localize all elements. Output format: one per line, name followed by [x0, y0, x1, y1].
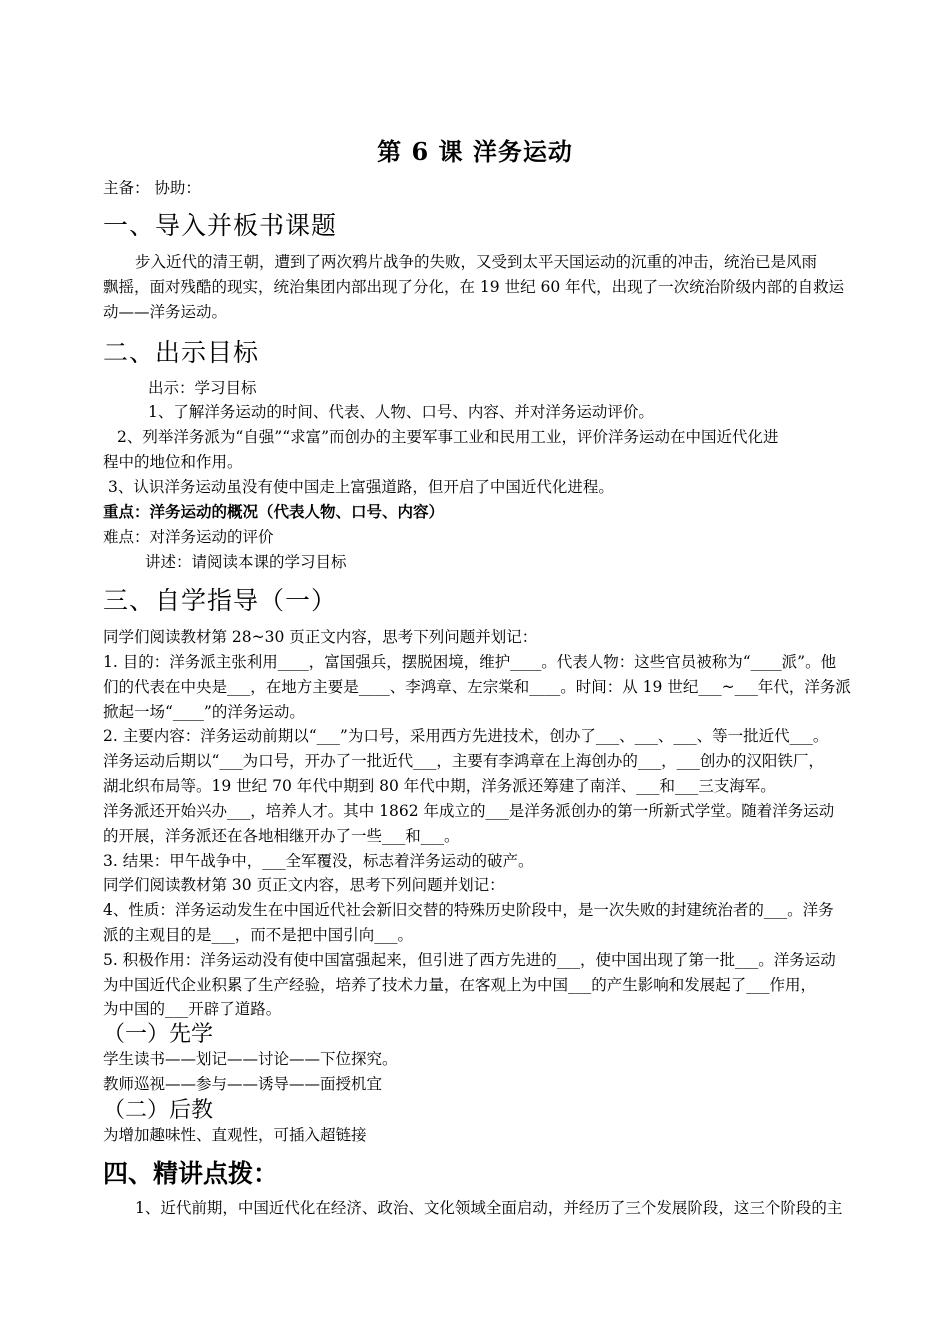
subsection-1-line: 学生读书——划记——讨论——下位探究。	[103, 1050, 398, 1068]
goal-item-1: 1、了解洋务运动的时间、代表、人物、口号、内容、并对洋务运动评价。	[148, 403, 654, 421]
subsection-1-line: 教师巡视——参与——诱导——面授机宜	[103, 1075, 383, 1093]
section-1-paragraph-line: 飘摇，面对残酷的现实，统治集团内部出现了分化，在 19 世纪 60 年代，出现了一次统治阶级内部的自救运	[103, 278, 845, 296]
goal-item-2: 2、列举洋务派为“自强”“求富”而创办的主要军事工业和民用工业，评价洋务运动在中国近代化进	[117, 428, 779, 446]
guide-line: 湖北织布局等。19 世纪 70 年代中期到 80 年代中期，洋务派还筹建了南洋、___和___三支海军。	[103, 777, 776, 795]
guide-line: 5. 积极作用：洋务运动没有使中国富强起来，但引进了西方先进的___，使中国出现了第一批___。洋务运动	[103, 951, 836, 969]
guide-line: 同学们阅读教材第 30 页正文内容，思考下列问题并划记：	[103, 876, 505, 894]
guide-line: 派的主观目的是___，而不是把中国引向___。	[103, 926, 414, 944]
guide-line: 4、性质：洋务运动发生在中国近代社会新旧交替的特殊历史阶段中，是一次失败的封建统治者的___。洋务	[103, 901, 834, 919]
guide-line: 洋务运动后期以“___为口号，开办了一批近代___，主要有李鸿章在上海创办的___，___创办的汉阳铁厂，	[103, 752, 824, 770]
section-1-paragraph-line: 动——洋务运动。	[103, 303, 228, 321]
guide-line: 同学们阅读教材第 28~30 页正文内容，思考下列问题并划记：	[103, 628, 538, 646]
section-2-heading: 二、出示目标	[103, 338, 260, 367]
difficult-point: 难点：对洋务运动的评价	[103, 528, 274, 546]
guide-line: 们的代表在中央是___，在地方主要是____、李鸿章、左宗棠和____。时间：从 19 世纪___~___年代，洋务派	[103, 678, 851, 696]
guide-line: 掀起一场“____”的洋务运动。	[103, 703, 305, 721]
key-point: 重点：洋务运动的概况（代表人物、口号、内容）	[103, 502, 445, 521]
goal-item-2-cont: 程中的地位和作用。	[103, 453, 243, 471]
guide-line: 2. 主要内容：洋务运动前期以“___”为口号，采用西方先进技术，创办了___、___、___、等一批近代___。	[103, 727, 829, 745]
subsection-2-line: 为增加趣味性、直观性，可插入超链接	[103, 1126, 367, 1144]
section-1-heading: 一、导入并板书课题	[103, 211, 338, 240]
section-4-heading: 四、精讲点拨：	[103, 1159, 279, 1188]
guide-line: 1. 目的：洋务派主张利用____，富国强兵，摆脱困境，维护____。代表人物：这些官员被称为“____派”。他	[103, 653, 837, 671]
subsection-2-heading: （二）后教	[103, 1098, 214, 1123]
section-3-heading: 三、自学指导（一）	[103, 586, 338, 615]
subsection-1-heading: （一）先学	[103, 1022, 214, 1047]
guide-line: 3. 结果：甲午战争中，___全军覆没，标志着洋务运动的破产。	[103, 852, 534, 870]
goal-intro: 出示：学习目标	[148, 379, 257, 397]
guide-line: 为中国近代企业积累了生产经验，培养了技术力量，在客观上为中国___的产生影响和发展起了___作用，	[103, 976, 817, 994]
guide-line: 的开展，洋务派还在各地相继开办了一些___和___。	[103, 827, 460, 845]
guide-line: 为中国的___开辟了道路。	[103, 1000, 282, 1018]
section-1-paragraph-line: 步入近代的清王朝，遭到了两次鸦片战争的失败，又受到太平天国运动的沉重的冲击，统治已是风雨	[135, 253, 818, 271]
meta-line: 主备： 协助：	[103, 179, 201, 197]
page-title: 第 6 课 洋务运动	[377, 137, 573, 166]
explanation: 讲述：请阅读本课的学习目标	[145, 553, 347, 571]
goal-item-3: 3、认识洋务运动虽没有使中国走上富强道路，但开启了中国近代化进程。	[108, 478, 614, 496]
section-4-line: 1、近代前期，中国近代化在经济、政治、文化领域全面启动，并经历了三个发展阶段，这三个阶段的主	[135, 1199, 843, 1217]
guide-line: 洋务派还开始兴办___，培养人才。其中 1862 年成立的___是洋务派创办的第一所新式学堂。随着洋务运动	[103, 802, 835, 820]
